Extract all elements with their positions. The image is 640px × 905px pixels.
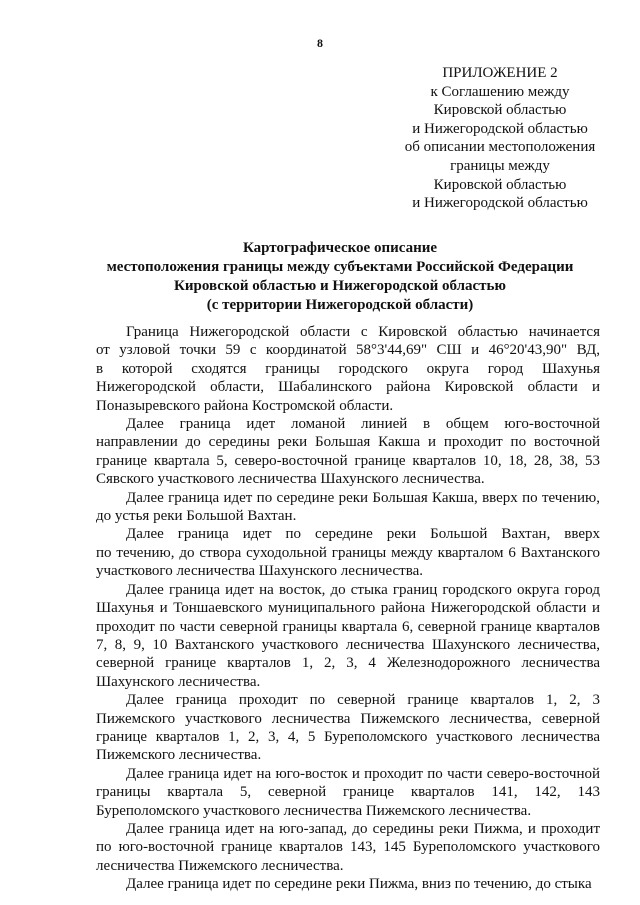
appendix-line: об описании местоположения bbox=[404, 139, 596, 156]
paragraph-line: Граница Нижегородской области с Кировской областью начинается bbox=[126, 324, 600, 340]
paragraph-line: Далее граница идет ломаной линией в общем юго-восточной bbox=[126, 416, 600, 433]
appendix-line: и Нижегородской областью bbox=[412, 120, 588, 137]
paragraph-line: Далее граница проходит по северной границе кварталов 1, 2, 3 bbox=[126, 692, 600, 709]
appendix-line: и Нижегородской областью bbox=[412, 195, 588, 212]
document-heading bbox=[80, 239, 600, 315]
paragraph-line: Далее граница идет по середине реки Большой Вахтан, вверх bbox=[126, 526, 600, 543]
paragraph-line: Далее граница идет на юго-запад, до середины реки Пижма, и проходит bbox=[126, 820, 600, 837]
paragraph-line: границы квартала 5, северной границе кварталов 141, 142, 143 bbox=[96, 784, 600, 801]
paragraph-line: Далее граница идет по середине реки Пижма, вниз по течению, до стыка bbox=[126, 876, 592, 893]
paragraph-line: границе квартала 5, северо-восточной границе кварталов 10, 18, 28, 38, 53 bbox=[96, 452, 600, 469]
paragraph-line: Нижегородской области, Шабалинского района Кировской области и bbox=[96, 379, 600, 396]
paragraph-line: Шахунья и Тоншаевского муниципального района Нижегородской области и bbox=[96, 600, 600, 617]
body-paragraph bbox=[96, 525, 600, 580]
appendix-line: Кировской областью bbox=[433, 176, 567, 193]
heading-line: (с территории Нижегородской области) bbox=[206, 297, 474, 313]
paragraph-line: по течению, до створа суходольной границы между кварталом 6 Вахтанского bbox=[96, 544, 600, 561]
body-paragraph bbox=[96, 489, 600, 526]
paragraph-line: участкового лесничества Шахунского лесничества. bbox=[96, 563, 424, 580]
body-paragraph bbox=[96, 820, 600, 875]
paragraph-line: Пижемского участкового лесничества Пижемского лесничества, северной bbox=[96, 710, 600, 727]
appendix-header bbox=[380, 64, 620, 213]
appendix-line: Кировской областью bbox=[433, 102, 567, 119]
paragraph-line: 7, 8, 9, 10 Вахтанского участкового лесничества Шахунского лесничества, bbox=[96, 636, 600, 653]
paragraph-line: границе кварталов 1, 2, 3, 4, 5 Буреполомского участкового лесничества bbox=[96, 728, 600, 745]
appendix-line: к Соглашению между bbox=[430, 83, 570, 100]
paragraph-line: Далее граница идет по середине реки Большая Какша, вверх по течению, bbox=[126, 489, 600, 506]
paragraph-line: от узловой точки 59 с координатой 58°3'44,69" СШ и 46°20'43,90" ВД, bbox=[96, 342, 600, 359]
appendix-line: границы между bbox=[450, 157, 550, 174]
paragraph-line: Сявского участкового лесничества Шахунского лесничества. bbox=[96, 471, 485, 488]
paragraph-line: северной границе кварталов 1, 2, 3, 4 Железнодорожного лесничества bbox=[96, 655, 600, 672]
paragraph-line: направлении до середины реки Большая Какша и проходит по восточной bbox=[96, 434, 600, 451]
paragraph-line: по юго-восточной границе кварталов 143, 145 Буреполомского участкового bbox=[96, 839, 600, 856]
body-paragraph bbox=[96, 581, 600, 691]
paragraph-line: Шахунского лесничества. bbox=[96, 673, 261, 690]
heading-line: Кировской областью и Нижегородской областью bbox=[174, 278, 506, 294]
paragraph-line: Пижемского лесничества. bbox=[96, 747, 262, 764]
body-paragraph bbox=[96, 323, 600, 415]
paragraph-line: Далее граница идет на юго-восток и проходит по части северо-восточной bbox=[126, 765, 600, 782]
paragraph-line: в которой сходятся границы городского округа город Шахунья bbox=[96, 360, 600, 377]
heading-line: местоположения границы между субъектами Российской Федерации bbox=[106, 259, 574, 275]
body-paragraph bbox=[96, 691, 600, 765]
heading-line: Картографическое описание bbox=[242, 240, 438, 256]
appendix-title: ПРИЛОЖЕНИЕ 2 bbox=[442, 65, 558, 81]
body-paragraph bbox=[96, 415, 600, 489]
paragraph-line: проходит по части северной границы квартала 6, северной границе кварталов bbox=[96, 618, 600, 635]
paragraph-line: лесничества Пижемского лесничества. bbox=[96, 857, 344, 874]
page-number: 8 bbox=[317, 36, 323, 50]
paragraph-line: до устья реки Большой Вахтан. bbox=[96, 508, 297, 525]
body-paragraph bbox=[96, 765, 600, 820]
paragraph-line: Буреполомского участкового лесничества Пижемского лесничества. bbox=[96, 802, 532, 819]
document-body bbox=[96, 323, 600, 894]
paragraph-line: Далее граница идет на восток, до стыка границ городского округа город bbox=[126, 581, 600, 598]
body-paragraph bbox=[96, 875, 600, 893]
paragraph-line: Поназыревского района Костромской области. bbox=[96, 397, 394, 414]
